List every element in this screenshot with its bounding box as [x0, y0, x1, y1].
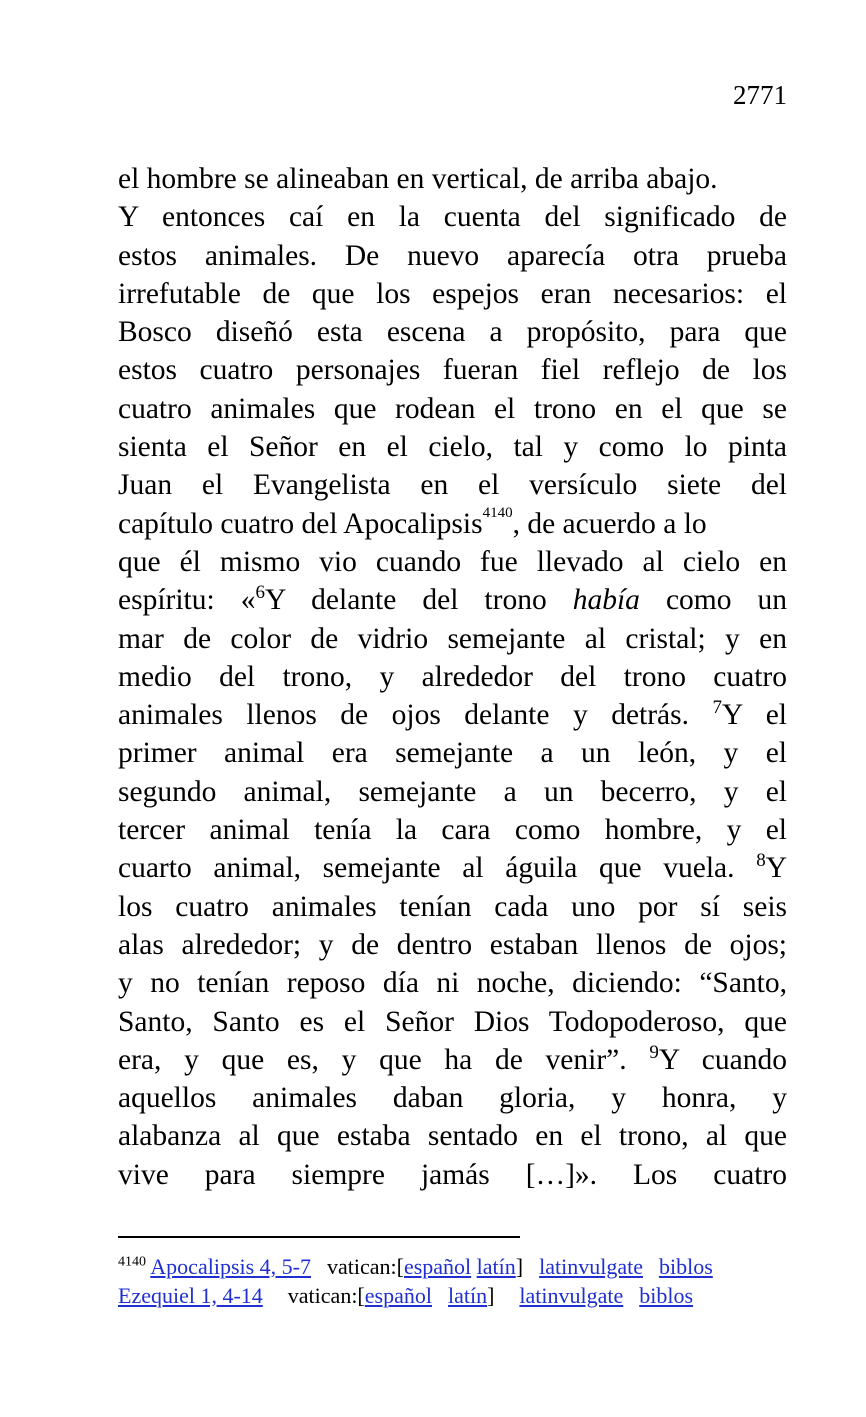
footnotes: [118, 1252, 787, 1310]
text-fragment: Y el: [722, 699, 788, 732]
text-line: Juan el Evangelista en el versículo siete del: [118, 469, 787, 502]
text-line: [118, 581, 787, 619]
verse-number: 7: [712, 697, 723, 719]
text-fragment: como un: [639, 584, 787, 617]
link-latinvulgate[interactable]: latinvulgate: [519, 1283, 624, 1308]
text-line: y no tenían reposo día ni noche, diciendo: “Santo,: [118, 967, 787, 1000]
bracket-close: ]: [487, 1283, 495, 1308]
link-espanol[interactable]: español: [403, 1254, 472, 1279]
link-ezequiel[interactable]: Ezequiel 1, 4-14: [118, 1283, 263, 1308]
body-text: [118, 160, 787, 1194]
footnote-line: [118, 1252, 787, 1281]
footnote-marker: 4140: [118, 1254, 146, 1270]
footnote-reference[interactable]: 4140: [482, 504, 513, 521]
link-espanol[interactable]: español: [364, 1283, 432, 1308]
vatican-label: vatican:[: [327, 1254, 404, 1279]
text-line: estos animales. De nuevo aparecía otra prueba: [118, 239, 787, 272]
footnote-divider: [118, 1236, 520, 1238]
text-line: irrefutable de que los espejos eran necesarios: el: [118, 277, 787, 310]
text-line: los cuatro animales tenían cada uno por sí seis: [118, 890, 787, 923]
page-number: 2771: [733, 80, 787, 110]
text-line: sienta el Señor en el cielo, tal y como lo pinta: [118, 431, 787, 464]
text-line: que él mismo vio cuando fue llevado al cielo en: [118, 545, 787, 578]
text-line: [118, 1041, 787, 1079]
link-latinvulgate[interactable]: latinvulgate: [539, 1254, 643, 1279]
link-latin[interactable]: latín: [476, 1254, 516, 1279]
text-line: mar de color de vidrio semejante al cristal; y en: [118, 622, 787, 655]
text-line: alas alrededor; y de dentro estaban llenos de ojos;: [118, 928, 787, 961]
italic-word: había: [572, 584, 640, 617]
link-biblos[interactable]: biblos: [658, 1254, 713, 1279]
text-line: vive para siempre jamás […]». Los cuatro: [118, 1158, 787, 1191]
text-fragment: Y delante del trono: [264, 584, 573, 617]
text-fragment: Y: [765, 852, 787, 885]
text-line: [118, 696, 787, 734]
verse-number: 8: [756, 850, 766, 872]
text-fragment: animales llenos de ojos delante y detrás.: [118, 699, 713, 732]
text-line: Y entonces caí en la cuenta del significado de: [118, 201, 787, 234]
text-line: el hombre se alineaban en vertical, de arriba abajo.: [118, 163, 718, 195]
text-fragment: capítulo cuatro del Apocalipsis: [118, 507, 483, 540]
link-biblos[interactable]: biblos: [639, 1283, 694, 1308]
text-line: Santo, Santo es el Señor Dios Todopoderoso, que: [118, 1005, 787, 1038]
footnote-line: [118, 1281, 787, 1310]
text-fragment: espíritu: «: [118, 584, 256, 617]
text-fragment: , de acuerdo a lo: [512, 507, 707, 540]
text-fragment: Y cuando: [658, 1043, 787, 1076]
text-fragment: era, y que es, y que ha de venir”.: [118, 1043, 650, 1076]
text-line: [118, 505, 787, 543]
text-line: primer animal era semejante a un león, y el: [118, 737, 787, 770]
link-latin[interactable]: latín: [447, 1283, 488, 1308]
link-apocalipsis[interactable]: Apocalipsis 4, 5-7: [150, 1254, 311, 1279]
vatican-label: vatican:[: [287, 1283, 365, 1308]
verse-number: 9: [649, 1042, 659, 1063]
text-line: aquellos animales daban gloria, y honra, y: [118, 1082, 787, 1115]
text-fragment: cuarto animal, semejante al águila que vuela.: [118, 852, 757, 885]
bracket-close: ]: [515, 1254, 524, 1279]
text-line: alabanza al que estaba sentado en el trono, al que: [118, 1120, 787, 1153]
text-line: estos cuatro personajes fueran fiel reflejo de los: [118, 354, 787, 387]
verse-number: 6: [255, 582, 265, 604]
text-line: medio del trono, y alrededor del trono cuatro: [118, 660, 787, 693]
text-line: cuatro animales que rodean el trono en el que se: [118, 392, 787, 425]
text-line: segundo animal, semejante a un becerro, y el: [118, 775, 787, 808]
text-line: [118, 849, 787, 887]
text-line: Bosco diseñó esta escena a propósito, para que: [118, 316, 787, 349]
text-line: tercer animal tenía la cara como hombre, y el: [118, 814, 787, 847]
